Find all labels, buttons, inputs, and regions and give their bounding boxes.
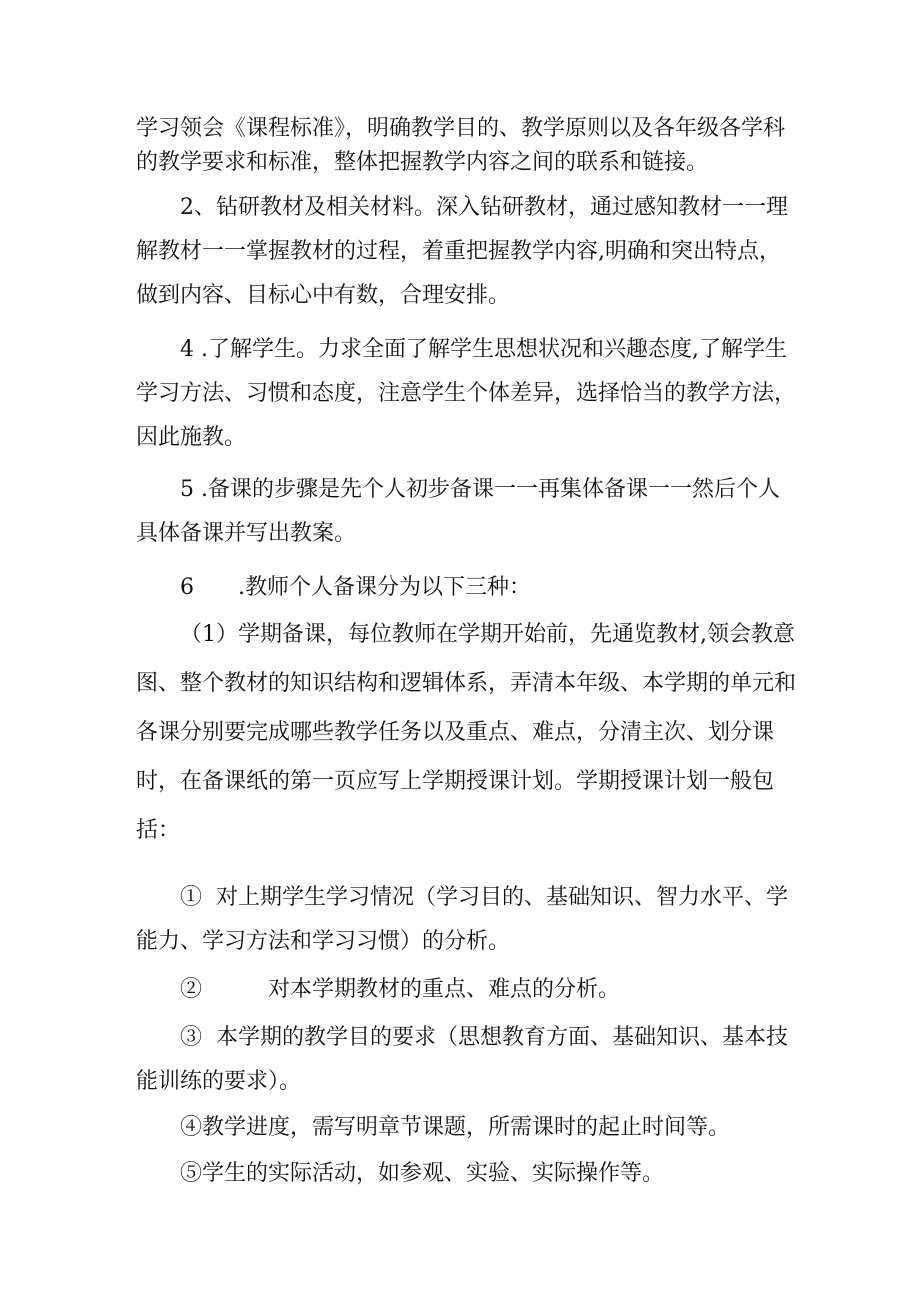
list-item-4: ④教学进度，需写明章节课题，所需课时的起止时间等。	[180, 1115, 731, 1140]
paragraph-understand-students: 4 .了解学生。力求全面了解学生思想状况和兴趣态度,了解学生学习方法、习惯和态度，注意学生个体差异，选择恰当的教学方法，因此施教。	[136, 337, 797, 450]
list-item-2: ② 对本学期教材的重点、难点的分析。	[180, 977, 621, 1002]
list-item-3: ③ 本学期的教学目的要求（思想教育方面、基础知识、基本技能训练的要求）。	[136, 1025, 788, 1094]
paragraph-course-standard: 学习领会《课程标准》，明确教学目的、教学原则以及各年级各学科的教学要求和标准，整体把握教学内容之间的联系和链接。	[136, 116, 786, 175]
paragraph-study-materials: 2、钻研教材及相关材料。深入钻研教材，通过感知教材一一理解教材一一掌握教材的过程，着重把握教学内容,明确和突出特点，做到内容、目标心中有数，合理安排。	[136, 195, 788, 308]
paragraph-semester-preparation: （1）学期备课，每位教师在学期开始前，先通览教材,领会教意图、整个教材的知识结构和逻辑体系，弄清本年级、本学期的单元和各课分别要完成哪些教学任务以及重点、难点，分清主次、划分课时，在备课纸的第一页应写上学期授课计划。学期授课计划一般包括：	[136, 622, 797, 843]
paragraph-lesson-steps: 5 .备课的步骤是先个人初步备课一一再集体备课一一然后个人具体备课并写出教案。	[136, 477, 780, 546]
list-item-1: ① 对上期学生学习情况（学习目的、基础知识、智力水平、学能力、学习方法和学习习惯）的分析。	[136, 885, 788, 954]
paragraph-three-types: 6 .教师个人备课分为以下三种：	[180, 575, 531, 600]
list-item-5: ⑤学生的实际活动，如参观、实验、实际操作等。	[180, 1161, 665, 1186]
